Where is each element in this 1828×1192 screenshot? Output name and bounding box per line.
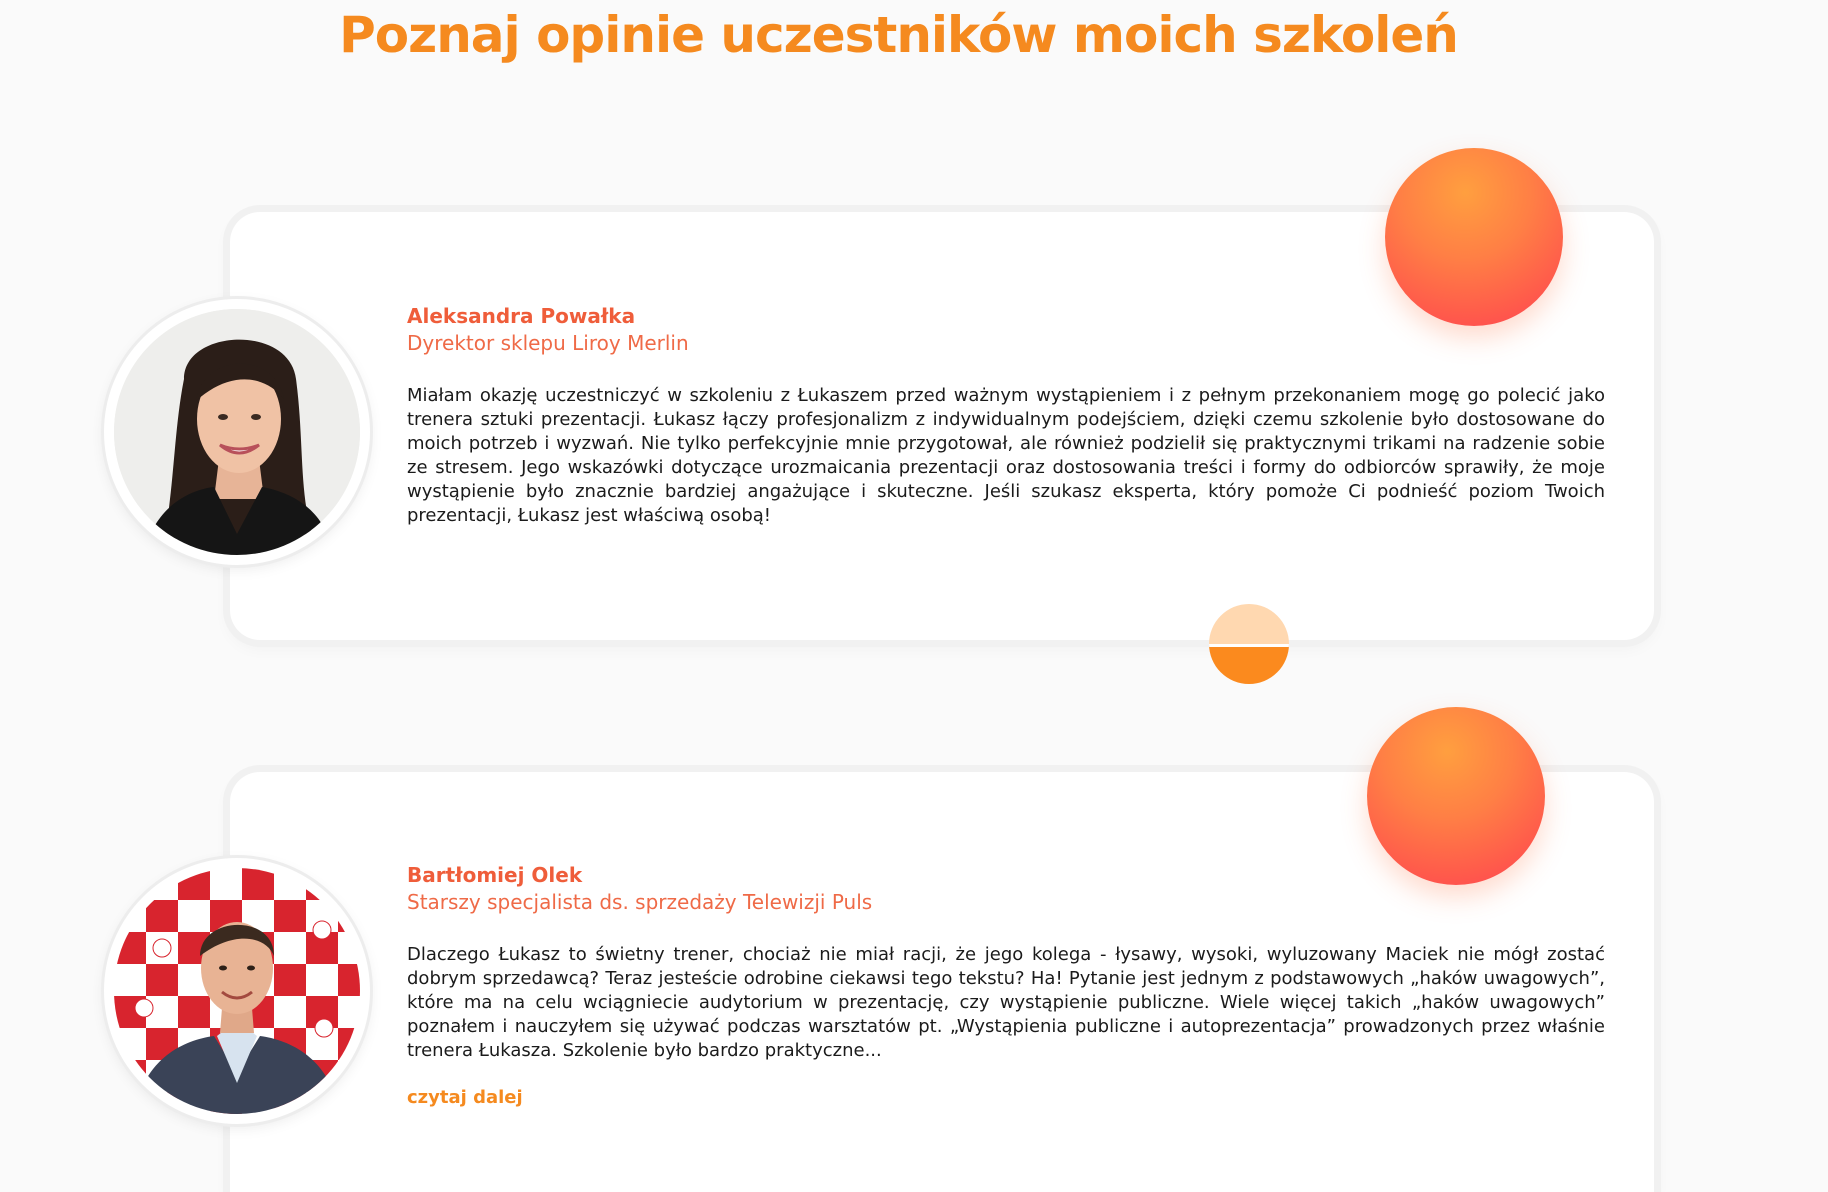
- decorative-circle: [1367, 707, 1545, 885]
- avatar: [104, 299, 370, 565]
- scroll-indicator-bottom: [1209, 644, 1289, 684]
- read-more-link[interactable]: czytaj dalej: [407, 1087, 523, 1108]
- scroll-indicator-button[interactable]: [1209, 604, 1289, 684]
- testimonial-role: Starszy specjalista ds. sprzedaży Telewizji Puls: [407, 890, 873, 914]
- testimonial-text: Dlaczego Łukasz to świetny trener, chociaż nie miał racji, że jego kolega - łysawy, wysoki, wyluzowany Maciek nie mógł zostać dobrym sprzedawcą? Teraz jesteście odrobine ciekawsi tego tekstu? Ha! Pytanie jest jednym z podstawowych „haków uwagowych”, które ma na celu wciągniecie audytorium w prezentację, czy wystąpienie publiczne. Wiele więcej takich „haków uwagowych” poznałem i nauczyłem się używać podczas warsztatów pt. „Wystąpienia publiczne i autoprezentacja” prowadzonych przez właśnie trenera Łukasza. Szkolenie było bardzo praktyczne...: [407, 944, 1605, 1061]
- avatar: [104, 858, 370, 1124]
- testimonial-name: Aleksandra Powałka: [407, 304, 636, 328]
- testimonial-role: Dyrektor sklepu Liroy Merlin: [407, 331, 689, 355]
- scroll-indicator-top: [1209, 604, 1289, 644]
- portrait-man-image: [114, 868, 360, 1114]
- section-title: Poznaj opinie uczestników moich szkoleń: [339, 6, 1458, 64]
- decorative-circle: [1385, 148, 1563, 326]
- testimonial-text: Miałam okazję uczestniczyć w szkoleniu z Łukaszem przed ważnym wystąpieniem i z pełnym przekonaniem mogę go polecić jako trenera sztuki prezentacji. Łukasz łączy profesjonalizm z indywidualnym podejściem, dzięki czemu szkolenie było dostosowane do moich potrzeb i wyzwań. Nie tylko perfekcyjnie mnie przygotował, ale również podzielił się praktycznymi trikami na radzenie sobie ze stresem. Jego wskazówki dotyczące urozmaicania prezentacji oraz dostosowania treści i formy do odbiorców sprawiły, że moje wystąpienie było znacznie bardziej angażujące i skuteczne. Jeśli szukasz eksperta, który pomoże Ci podnieść poziom Twoich prezentacji, Łukasz jest właściwą osobą!: [407, 385, 1605, 526]
- portrait-woman-image: [114, 309, 360, 555]
- testimonial-name: Bartłomiej Olek: [407, 863, 583, 887]
